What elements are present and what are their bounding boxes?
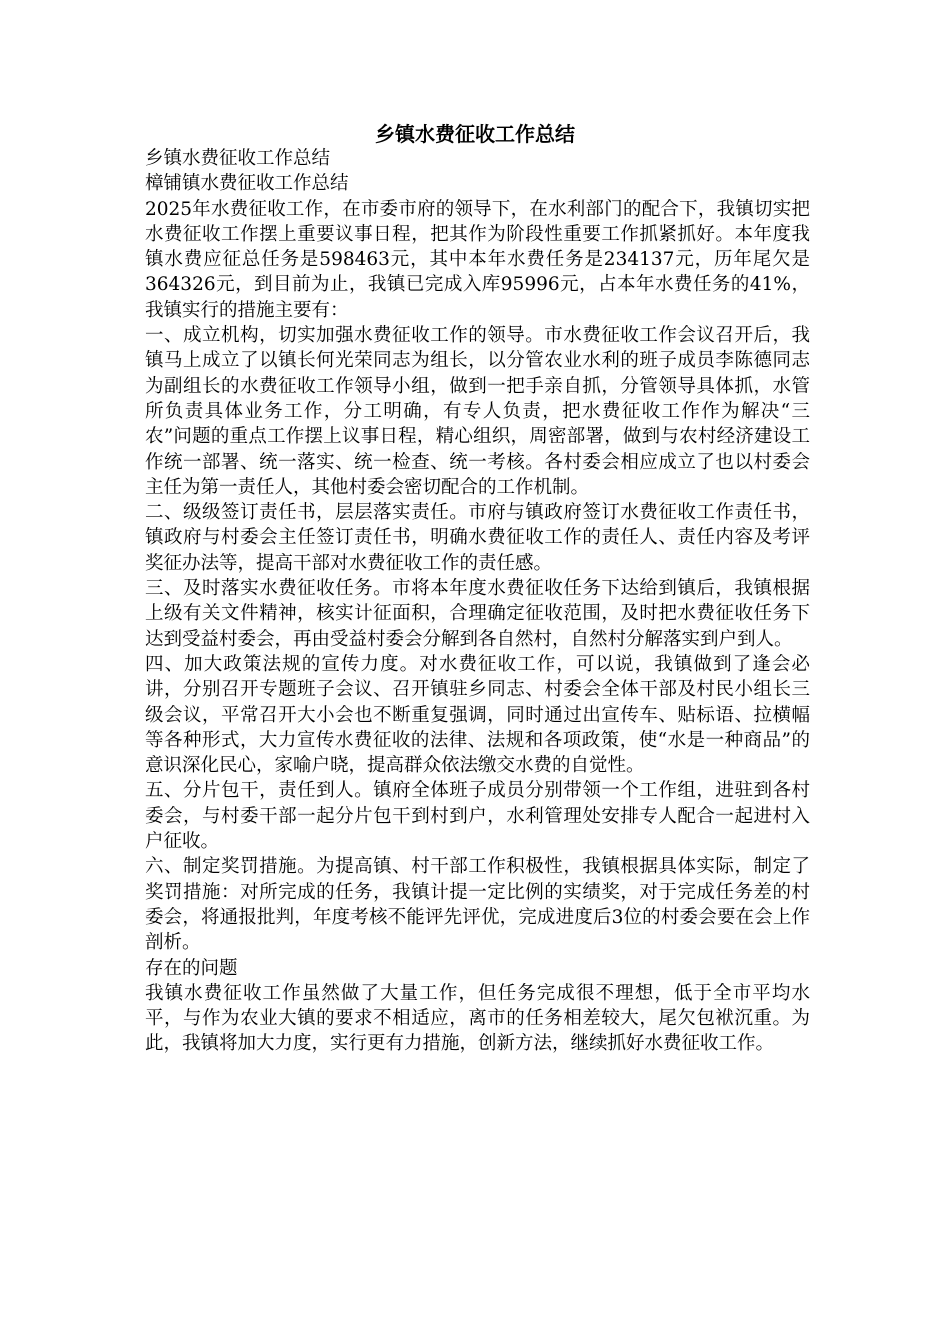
paragraph-measure-3: 三、及时落实水费征收任务。市将本年度水费征收任务下达给到镇后，我镇根据上级有关文件精神，核实计征面积，合理确定征收范围，及时把水费征收任务下达到受益村委会，再由受益村委会分解到各自然村，自然村分解落实到户到人。 bbox=[145, 578, 810, 650]
paragraph-subtitle: 乡镇水费征收工作总结 bbox=[145, 148, 331, 169]
document-body bbox=[145, 146, 810, 1057]
paragraph-measure-4: 四、加大政策法规的宣传力度。对水费征收工作，可以说，我镇做到了逢会必讲，分别召开专题班子会议、召开镇驻乡同志、村委会全体干部及村民小组长三级会议，平常召开大小会也不断重复强调，同时通过出宣传车、贴标语、拉横幅等各种形式，大力宣传水费征收的法律、法规和各项政策，使“水是一种商品”的意识深化民心，家喻户晓，提高群众依法缴交水费的自觉性。 bbox=[145, 653, 810, 777]
paragraph-measure-5: 五、分片包干，责任到人。镇府全体班子成员分别带领一个工作组，进驻到各村委会，与村委干部一起分片包干到村到户，水利管理处安排专人配合一起进村入户征收。 bbox=[145, 780, 810, 853]
paragraph-measure-2: 二、级级签订责任书，层层落实责任。市府与镇政府签订水费征收工作责任书，镇政府与村委会主任签订责任书，明确水费征收工作的责任人、责任内容及考评奖征办法等，提高干部对水费征收工作的责任感。 bbox=[145, 502, 810, 574]
paragraph-town-title: 樟铺镇水费征收工作总结 bbox=[145, 173, 349, 195]
paragraph-problems: 我镇水费征收工作虽然做了大量工作，但任务完成很不理想，低于全市平均水平，与作为农业大镇的要求不相适应，离市的任务相差较大，尾欠包袱沉重。为此，我镇将加大力度，实行更有力措施，创新方法，继续抓好水费征收工作。 bbox=[145, 982, 810, 1055]
document-title: 乡镇水费征收工作总结 bbox=[375, 122, 575, 146]
paragraph-measure-1: 一、成立机构，切实加强水费征收工作的领导。市水费征收工作会议召开后，我镇马上成立了以镇长何光荣同志为组长，以分管农业水利的班子成员李陈德同志为副组长的水费征收工作领导小组，做到一把手亲自抓，分管领导具体抓，水管所负责具体业务工作，分工明确，有专人负责，把水费征收工作作为解决“三农”问题的重点工作摆上议事日程，精心组织，周密部署，做到与农村经济建设工作统一部署、统一落实、统一检查、统一考核。各村委会相应成立了也以村委会主任为第一责任人，其他村委会密切配合的工作机制。 bbox=[145, 325, 810, 498]
paragraph-intro: 2025年水费征收工作，在市委市府的领导下，在水利部门的配合下，我镇切实把水费征收工作摆上重要议事日程，把其作为阶段性重要工作抓紧抓好。本年度我镇水费应征总任务是598463元，其中本年水费任务是234137元，历年尾欠是364326元，到目前为止，我镇已完成入库95996元，占本年水费任务的41%，我镇实行的措施主要有： bbox=[145, 198, 810, 321]
paragraph-problems-heading: 存在的问题 bbox=[145, 957, 238, 979]
paragraph-measure-6: 六、制定奖罚措施。为提高镇、村干部工作积极性，我镇根据具体实际，制定了奖罚措施：对所完成的任务，我镇计提一定比例的实绩奖，对于完成任务差的村委会，将通报批判，年度考核不能评先评优，完成进度后3位的村委会要在会上作剖析。 bbox=[145, 856, 810, 954]
